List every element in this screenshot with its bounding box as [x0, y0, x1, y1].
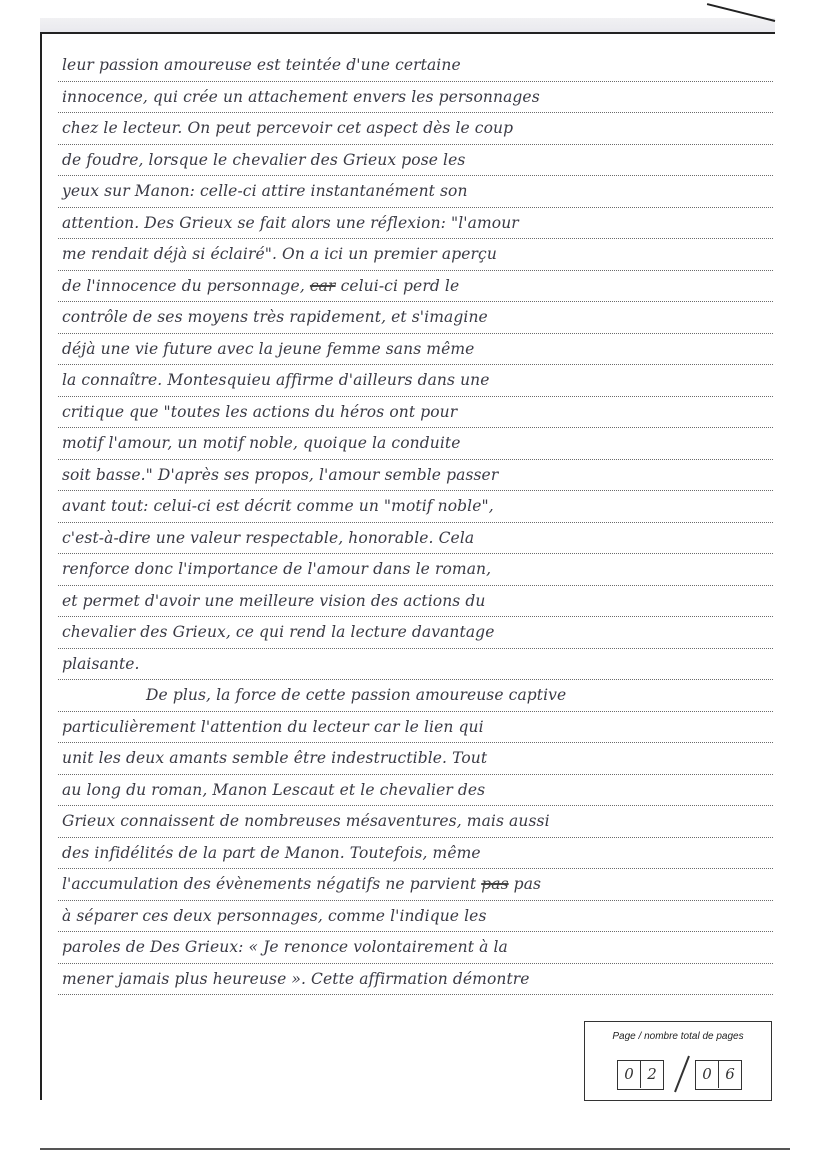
line-text: innocence, qui crée un attachement envers les personnages: [62, 87, 540, 106]
handwritten-line: [58, 491, 773, 523]
line-text: contrôle de ses moyens très rapidement, et s'imagine: [62, 308, 488, 326]
line-text: leur passion amoureuse est teintée d'une certaine: [62, 56, 461, 74]
current-page-digit: 2: [640, 1061, 663, 1088]
scan-top-band: [40, 18, 775, 32]
handwritten-line: [58, 838, 773, 870]
handwritten-line: [58, 334, 773, 366]
struck-word: pas: [481, 875, 509, 893]
handwritten-line: [58, 964, 773, 996]
handwritten-line: [58, 775, 773, 807]
line-text: chez le lecteur. On peut percevoir cet aspect dès le coup: [62, 119, 514, 137]
handwritten-line: [58, 869, 773, 901]
line-text: unit les deux amants semble être indestructible. Tout: [62, 749, 488, 767]
handwritten-text-block: [58, 50, 773, 995]
handwritten-line: [58, 302, 773, 334]
page-counter-box: [584, 1021, 772, 1101]
handwritten-line: [58, 397, 773, 429]
line-text: c'est-à-dire une valeur respectable, honorable. Cela: [62, 528, 475, 547]
line-text: la connaître. Montesquieu affirme d'ailleurs dans une: [62, 371, 490, 389]
page-separator-slash: [673, 1054, 691, 1094]
handwritten-line: [58, 82, 773, 114]
line-text: des infidélités de la part de Manon. Toutefois, même: [62, 843, 481, 862]
line-text-continued: pas: [508, 875, 542, 893]
handwritten-line: [58, 428, 773, 460]
handwritten-line: [58, 523, 773, 555]
handwritten-line: [58, 649, 773, 681]
struck-word: car: [309, 276, 336, 295]
line-text: à séparer ces deux personnages, comme l'indique les: [62, 906, 487, 925]
handwritten-line: [58, 113, 773, 145]
line-text: yeux sur Manon: celle-ci attire instantanément son: [62, 182, 468, 200]
handwritten-line: [58, 586, 773, 618]
line-text: au long du roman, Manon Lescaut et le chevalier des: [62, 780, 486, 799]
line-text: de l'innocence du personnage,: [62, 276, 305, 295]
page-counter-title: Page / nombre total de pages: [612, 1031, 744, 1042]
line-text: me rendait déjà si éclairé". On a ici un premier aperçu: [62, 245, 497, 263]
handwritten-line: [58, 460, 773, 492]
total-pages-digit: 6: [718, 1061, 741, 1088]
line-text: Grieux connaissent de nombreuses mésaventures, mais aussi: [62, 812, 550, 830]
handwritten-line: [58, 901, 773, 933]
line-text: déjà une vie future avec la jeune femme sans même: [62, 339, 475, 358]
handwritten-line: [58, 712, 773, 744]
handwritten-line: [58, 239, 773, 271]
line-text: renforce donc l'importance de l'amour dans le roman,: [62, 560, 492, 578]
handwritten-line: [58, 680, 773, 712]
line-text: de foudre, lorsque le chevalier des Grieux pose les: [62, 150, 466, 169]
line-text: mener jamais plus heureuse ». Cette affirmation démontre: [62, 969, 530, 988]
total-pages-digit: 0: [702, 1065, 712, 1083]
handwritten-line: [58, 617, 773, 649]
handwritten-line: [58, 554, 773, 586]
bottom-rule: [40, 1148, 790, 1150]
handwritten-line: [58, 365, 773, 397]
line-text: soit basse." D'après ses propos, l'amour semble passer: [62, 465, 499, 484]
handwritten-line: [58, 743, 773, 775]
line-text: l'accumulation des évènements négatifs ne parvient: [62, 875, 477, 893]
line-text: plaisante.: [62, 654, 140, 673]
current-page-digit: 0: [624, 1065, 634, 1083]
line-text: chevalier des Grieux, ce qui rend la lecture davantage: [62, 623, 495, 641]
line-text-continued: celui-ci perd le: [335, 276, 460, 295]
line-text: critique que "toutes les actions du héros ont pour: [62, 402, 458, 421]
current-page-digits: [617, 1060, 664, 1090]
line-text: De plus, la force de cette passion amoureuse captive: [146, 686, 567, 704]
line-text: et permet d'avoir une meilleure vision des actions du: [62, 591, 486, 610]
handwritten-line: [58, 932, 773, 964]
line-text: motif l'amour, un motif noble, quoique la conduite: [62, 434, 461, 452]
line-text: particulièrement l'attention du lecteur car le lien qui: [62, 717, 484, 736]
line-text: attention. Des Grieux se fait alors une réflexion: "l'amour: [62, 213, 519, 232]
line-text: paroles de Des Grieux: « Je renonce volontairement à la: [62, 938, 508, 956]
handwritten-line: [58, 208, 773, 240]
handwritten-line: [58, 176, 773, 208]
line-text: avant tout: celui-ci est décrit comme un "motif noble",: [62, 497, 494, 515]
handwritten-line: [58, 806, 773, 838]
handwritten-line: [58, 271, 773, 303]
handwritten-line: [58, 145, 773, 177]
total-pages-digits: [695, 1060, 742, 1090]
handwritten-line: [58, 50, 773, 82]
